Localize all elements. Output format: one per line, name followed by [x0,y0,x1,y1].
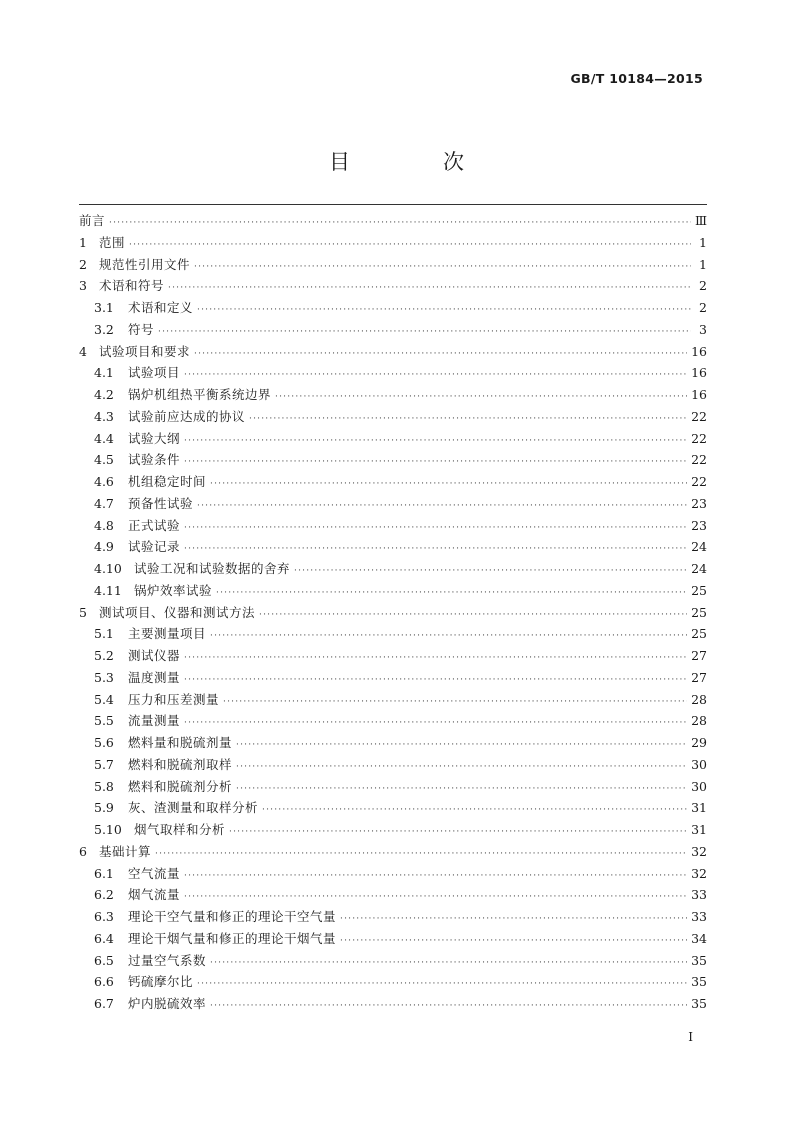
dot-leader [194,344,687,366]
toc-entry-label: 前言 [79,213,106,228]
toc-entry-label: 试验项目和要求 [99,343,191,359]
dot-leader [168,278,691,300]
standard-number: GB/T 10184—2015 [570,71,703,86]
toc-entry-number: 1 [79,234,87,250]
toc-entry[interactable] [79,928,707,950]
toc-entry-page: 24 [691,561,707,576]
toc-entry-page: 35 [691,952,707,968]
toc-entry-label: 规范性引用文件 [99,256,191,272]
toc-entry-label: 符号 [128,321,155,337]
toc-entry[interactable] [79,341,707,363]
toc-entry[interactable] [79,493,707,515]
toc-entry-page: 25 [691,604,707,620]
dot-leader [197,300,691,322]
toc-entry-label: 压力和压差测量 [128,691,220,707]
toc-entry-page: 33 [691,909,707,924]
dot-leader [184,866,687,888]
toc-entry[interactable] [79,428,707,450]
toc-entry-page: 31 [691,800,707,816]
toc-entry[interactable] [79,580,707,602]
dot-leader [184,452,687,474]
table-of-contents [79,210,707,1015]
toc-entry[interactable] [79,471,707,493]
dot-leader [184,518,687,540]
toc-entry-label: 测试仪器 [128,648,181,663]
toc-entry[interactable] [79,558,707,580]
toc-entry[interactable] [79,319,707,341]
dot-leader [229,822,687,844]
toc-entry-page: 16 [691,365,707,381]
dot-leader [216,583,687,605]
toc-entry-number: 6.7 [94,996,114,1011]
title-divider [79,204,707,205]
toc-entry-label: 理论干烟气量和修正的理论干烟气量 [128,930,337,946]
toc-entry[interactable] [79,275,707,297]
toc-entry-page: 27 [691,669,707,685]
toc-entry-page: Ⅲ [694,213,707,228]
toc-entry-page: 23 [691,495,707,511]
toc-entry-page: 16 [691,387,707,402]
toc-entry-number: 5.2 [94,648,114,663]
toc-entry-page: 1 [699,234,707,250]
toc-entry[interactable] [79,863,707,885]
toc-entry-number: 6.2 [94,887,114,903]
toc-entry-label: 燃料和脱硫剂分析 [128,778,233,794]
dot-leader [210,996,687,1018]
toc-entry-page: 32 [691,843,707,859]
toc-entry-label: 灰、渣测量和取样分析 [128,800,259,816]
toc-entry-number: 4.10 [94,561,122,576]
toc-entry-page: 30 [691,778,707,794]
toc-entry[interactable] [79,232,707,254]
toc-entry-label: 术语和定义 [128,300,194,315]
toc-entry-number: 4 [79,343,87,359]
toc-entry-number: 5.5 [94,713,114,729]
toc-entry[interactable] [79,884,707,906]
toc-entry-page: 29 [691,735,707,750]
toc-entry-label: 理论干空气量和修正的理论干空气量 [128,909,337,924]
dot-leader [184,713,687,735]
toc-entry-page: 30 [691,756,707,772]
dot-leader [184,648,687,670]
toc-entry-number: 5.10 [94,822,122,837]
toc-entry-number: 5.9 [94,800,114,816]
dot-leader [210,953,687,975]
toc-entry-label: 流量测量 [128,713,181,729]
toc-entry-number: 6.5 [94,952,114,968]
toc-entry-page: 22 [691,474,707,489]
dot-leader [236,757,687,779]
dot-leader [197,974,687,996]
toc-entry-label: 试验条件 [128,452,181,468]
toc-entry-page: 35 [691,996,707,1011]
toc-entry-label: 温度测量 [128,669,181,685]
toc-entry-label: 钙硫摩尔比 [128,974,194,990]
toc-entry-number: 4.1 [94,365,114,381]
toc-entry[interactable] [79,362,707,384]
toc-entry[interactable] [79,971,707,993]
toc-entry-page: 28 [691,713,707,729]
toc-entry[interactable] [79,819,707,841]
toc-entry-number: 6.6 [94,974,114,990]
toc-entry-page: 22 [691,452,707,468]
toc-entry-page: 1 [699,256,707,272]
toc-entry[interactable] [79,993,707,1015]
toc-entry-page: 25 [691,582,707,598]
toc-entry-page: 25 [691,626,707,642]
dot-leader [262,800,687,822]
toc-entry[interactable] [79,841,707,863]
dot-leader [249,409,687,431]
toc-entry-label: 烟气流量 [128,887,181,903]
toc-entry-number: 6.4 [94,930,114,946]
toc-entry-label: 试验工况和试验数据的舍弃 [134,561,291,576]
toc-entry-number: 4.4 [94,430,114,446]
toc-entry-label: 空气流量 [128,865,181,881]
dot-leader [129,235,691,257]
toc-entry[interactable] [79,906,707,928]
toc-entry[interactable] [79,406,707,428]
toc-entry-number: 5 [79,604,87,620]
toc-entry[interactable] [79,515,707,537]
dot-leader [194,257,691,279]
toc-entry-label: 锅炉机组热平衡系统边界 [128,387,272,402]
toc-entry-number: 6.3 [94,909,114,924]
dot-leader [340,931,687,953]
dot-leader [109,213,691,235]
toc-entry-number: 5.1 [94,626,114,642]
toc-entry-label: 预备性试验 [128,495,194,511]
toc-entry-number: 4.3 [94,408,114,424]
toc-entry-page: 35 [691,974,707,990]
toc-entry-number: 3.2 [94,321,114,337]
toc-entry-label: 试验前应达成的协议 [128,408,246,424]
toc-entry-page: 24 [691,539,707,555]
toc-entry-page: 16 [691,343,707,359]
toc-entry-number: 6.1 [94,865,114,881]
toc-entry[interactable] [79,732,707,754]
toc-entry-label: 范围 [99,234,126,250]
toc-entry-page: 28 [691,691,707,707]
toc-entry[interactable] [79,667,707,689]
toc-entry-page: 34 [691,930,707,946]
toc-entry-page: 22 [691,408,707,424]
toc-entry-number: 4.6 [94,474,114,489]
toc-entry-label: 基础计算 [99,843,152,859]
dot-leader [223,692,687,714]
dot-leader [210,626,687,648]
toc-entry-number: 3.1 [94,300,114,315]
toc-entry-number: 5.8 [94,778,114,794]
toc-entry[interactable] [79,710,707,732]
toc-entry-label: 测试项目、仪器和测试方法 [99,604,256,620]
toc-entry-number: 5.4 [94,691,114,707]
dot-leader [158,322,691,344]
toc-entry[interactable] [79,797,707,819]
toc-entry-label: 过量空气系数 [128,952,207,968]
toc-entry-label: 烟气取样和分析 [134,822,226,837]
toc-entry-number: 4.11 [94,582,122,598]
toc-entry-label: 试验项目 [128,365,181,381]
toc-entry[interactable] [79,754,707,776]
toc-entry-page: 32 [691,865,707,881]
toc-entry-label: 正式试验 [128,517,181,533]
toc-entry-label: 试验大纲 [128,430,181,446]
toc-entry-number: 2 [79,256,87,272]
toc-entry-label: 术语和符号 [99,278,165,294]
toc-entry[interactable] [79,602,707,624]
toc-entry-page: 22 [691,430,707,446]
toc-entry[interactable] [79,449,707,471]
dot-leader [184,431,687,453]
page-number: I [688,1030,693,1044]
toc-entry-label: 机组稳定时间 [128,474,207,489]
toc-entry-page: 3 [699,321,707,337]
dot-leader [340,909,687,931]
toc-entry-label: 燃料和脱硫剂取样 [128,756,233,772]
toc-entry[interactable] [79,254,707,276]
toc-entry-page: 2 [699,278,707,294]
toc-entry-page: 23 [691,517,707,533]
toc-entry-number: 4.9 [94,539,114,555]
dot-leader [275,387,687,409]
toc-entry-page: 33 [691,887,707,903]
toc-entry-number: 3 [79,278,87,294]
dot-leader [197,496,687,518]
toc-entry[interactable] [79,950,707,972]
toc-entry-number: 4.2 [94,387,114,402]
dot-leader [236,779,687,801]
page-title: 目 次 [329,150,500,174]
toc-entry[interactable] [79,623,707,645]
dot-leader [294,561,687,583]
toc-entry[interactable] [79,689,707,711]
toc-entry-page: 31 [691,822,707,837]
toc-entry-label: 试验记录 [128,539,181,555]
toc-entry-number: 4.5 [94,452,114,468]
toc-entry-label: 炉内脱硫效率 [128,996,207,1011]
dot-leader [155,844,687,866]
dot-leader [259,605,687,627]
toc-entry[interactable] [79,645,707,667]
toc-entry[interactable] [79,776,707,798]
toc-entry[interactable] [79,536,707,558]
toc-entry-number: 5.6 [94,735,114,750]
toc-entry-number: 4.7 [94,495,114,511]
toc-entry[interactable] [79,384,707,406]
dot-leader [210,474,687,496]
toc-entry-label: 锅炉效率试验 [134,582,213,598]
toc-entry[interactable] [79,297,707,319]
toc-entry-number: 5.7 [94,756,114,772]
toc-entry-page: 2 [699,300,707,315]
toc-entry-number: 5.3 [94,669,114,685]
toc-entry-label: 燃料量和脱硫剂量 [128,735,233,750]
dot-leader [236,735,687,757]
toc-entry-label: 主要测量项目 [128,626,207,642]
toc-entry-page: 27 [691,648,707,663]
toc-entry-number: 6 [79,843,87,859]
dot-leader [184,670,687,692]
toc-entry-number: 4.8 [94,517,114,533]
toc-entry[interactable] [79,210,707,232]
